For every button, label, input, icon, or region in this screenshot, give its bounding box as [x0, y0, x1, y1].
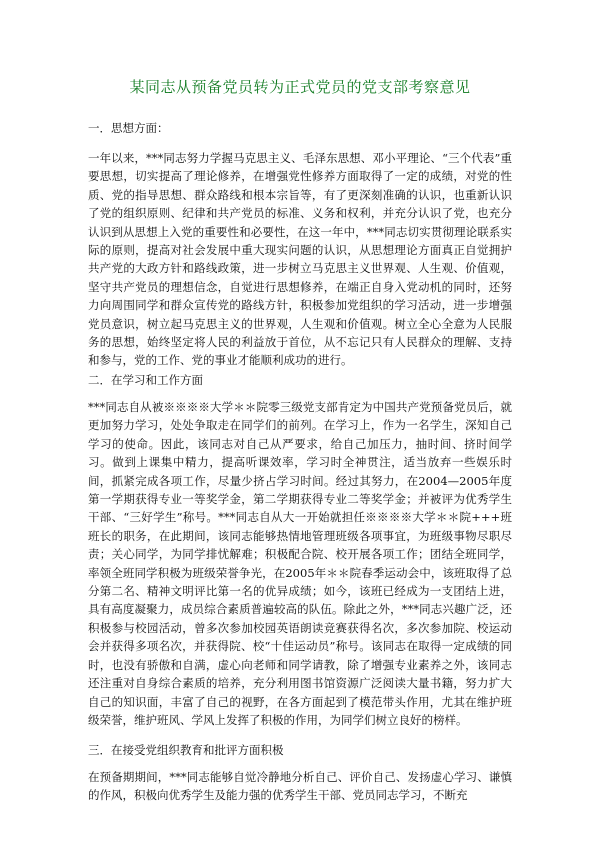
section-heading-thought: 一．思想方面： — [88, 121, 169, 135]
section-body-thought: 一年以来，***同志努力学握马克思主义、毛泽东思想、邓小平理论、“三个代表”重要思想，切实提高了理论修养，在增强党性修养方面取得了一定的成绩，对党的性质、党的指导思想、群众路线和根本宗旨等，有了更深刻准确的认识，也重新认识了党的组织原则、纪律和共产党员的标准、义务和权利，并充分认识了党，也充分认识到从思想上入党的重要性和必要性，在这一年中，***同志切实贯彻理论联系实际的原则，提高对社会发展中重大现实问题的认识，从思想理论方面真正自觉拥护共产党的大政方针和路线政策，进一步树立马克思主义世界观、人生观、价值观，坚守共产党员的理想信念，自觉进行思想修养，在端正自身入党动机的同时，还努力向周围同学和群众宣传党的路线方针，积极参加党组织的学习活动，进一步增强党员意识，树立起马克思主义的世界观，人生观和价值观。树立全心全意为人民服务的思想，始终坚定将人民的利益放于首位，从不忘记只有人民群众的理解、支持和参与，党的工作、党的事业才能顺利成功的进行。 — [88, 151, 512, 368]
section-heading-party-education: 三．在接受党组织教育和批评方面积极 — [88, 743, 284, 757]
document-title: 某同志从预备党员转为正式党员的党支部考察意见 — [129, 78, 471, 96]
section-body-study-work: ***同志自从被※※※※大学＊＊院零三级党支部肯定为中国共产党预备党员后，就更加努力学习，处处争取走在同学们的前列。在学习上，作为一名学生，深知自己学习的使命。因此，该同志对自己从严要求，给自己加压力，抽时间、挤时间学习。做到上课集中精力，提高听课效率，学习时全神贯注，适当放弃一些娱乐时间，抓紧完成各项工作，尽量少挤占学习时间。经过其努力，在2004—2005年度第一学期获得专业一等奖学金，第二学期获得专业二等奖学金；并被评为优秀学生干部、“三好学生”称号。***同志自从大一开始就担任※※※※大学＊＊院+++班班长的职务，在此期间，该同志能够热情地管理班级各项事宜，为班级事物尽职尽责；关心同学，为同学排忧解难；积极配合院、校开展各项工作；团结全班同学，率领全班同学积极为班级荣誉争光，在2005年＊＊院春季运动会中，该班取得了总分第二名、精神文明评比第一名的优异成绩；如今，该班已经成为一支团结上进，具有高度凝聚力，成员综合素质普遍较高的队伍。除此之外，***同志兴趣广泛，还积极参与校园活动，曾多次参加校园英语朗读竞赛获得名次，多次参加院、校运动会并获得多项名次，并获得院、校“十佳运动员”称号。该同志在取得一定成绩的同时，也没有骄傲和自满，虚心向老师和同学请教，除了增强专业素养之外，该同志还注重对自身综合素质的培养，充分利用图书馆资源广泛阅读大量书籍，努力扩大自己的知识面，丰富了自己的视野，在各方面起到了模范带头作用，尤其在维护班级荣誉，维护班风、学风上发挥了积极的作用，为同学们树立良好的榜样。 — [88, 400, 512, 727]
section-heading-study-work: 二．在学习和工作方面 — [88, 373, 203, 387]
section-body-party-education: 在预备期期间，***同志能够自觉冷静地分析自己、评价自己、发扬虚心学习、谦慎的作风，积极向优秀学生及能力强的优秀学生干部、党员同志学习，不断充 — [88, 770, 512, 803]
